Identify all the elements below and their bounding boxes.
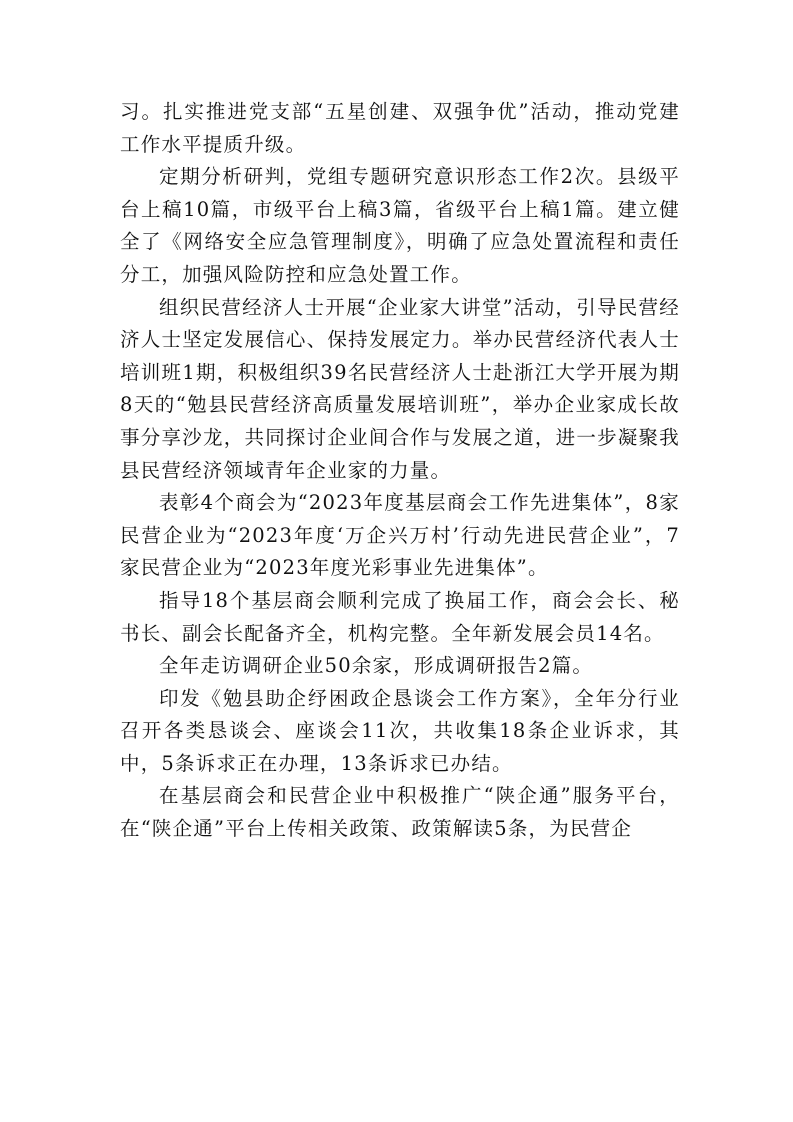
paragraph-commendations: 表彰4个商会为“2023年度基层商会工作先进集体”，8家民营企业为“2023年度‘万企兴万村’行动先进民营企业”，7家民营企业为“2023年度光彩事业先进集体”。 <box>120 491 680 580</box>
paragraph-platform-promotion: 在基层商会和民营企业中积极推广“陕企通”服务平台，在“陕企通”平台上传相关政策、政策解读5条，为民营企 <box>120 784 680 841</box>
document-body <box>120 96 680 846</box>
paragraph-ideology-work: 定期分析研判，党组专题研究意识形态工作2次。县级平台上稿10篇，市级平台上稿3篇，省级平台上稿1篇。建立健全了《网络安全应急管理制度》，明确了应急处置流程和责任分工，加强风险防控和应急处置工作。 <box>120 165 680 286</box>
paragraph-entrepreneur-training: 组织民营经济人士开展“企业家大讲堂”活动，引导民营经济人士坚定发展信心、保持发展定力。举办民营经济代表人士培训班1期，积极组织39名民营经济人士赴浙江大学开展为期8天的“勉县民营经济高质量发展培训班”，举办企业家成长故事分享沙龙，共同探讨企业间合作与发展之道，进一步凝聚我县民营经济领域青年企业家的力量。 <box>120 295 680 482</box>
paragraph-chamber-elections: 指导18个基层商会顺利完成了换届工作，商会会长、秘书长、副会长配备齐全，机构完整。全年新发展会员14名。 <box>120 588 680 645</box>
paragraph-forum-plan: 印发《勉县助企纾困政企恳谈会工作方案》，全年分行业召开各类恳谈会、座谈会11次，共收集18条企业诉求，其中，5条诉求正在办理，13条诉求已办结。 <box>120 686 680 775</box>
paragraph-enterprise-visits: 全年走访调研企业50余家，形成调研报告2篇。 <box>159 654 594 678</box>
paragraph-party-building: 习。扎实推进党支部“五星创建、双强争优”活动，推动党建工作水平提质升级。 <box>120 100 680 156</box>
